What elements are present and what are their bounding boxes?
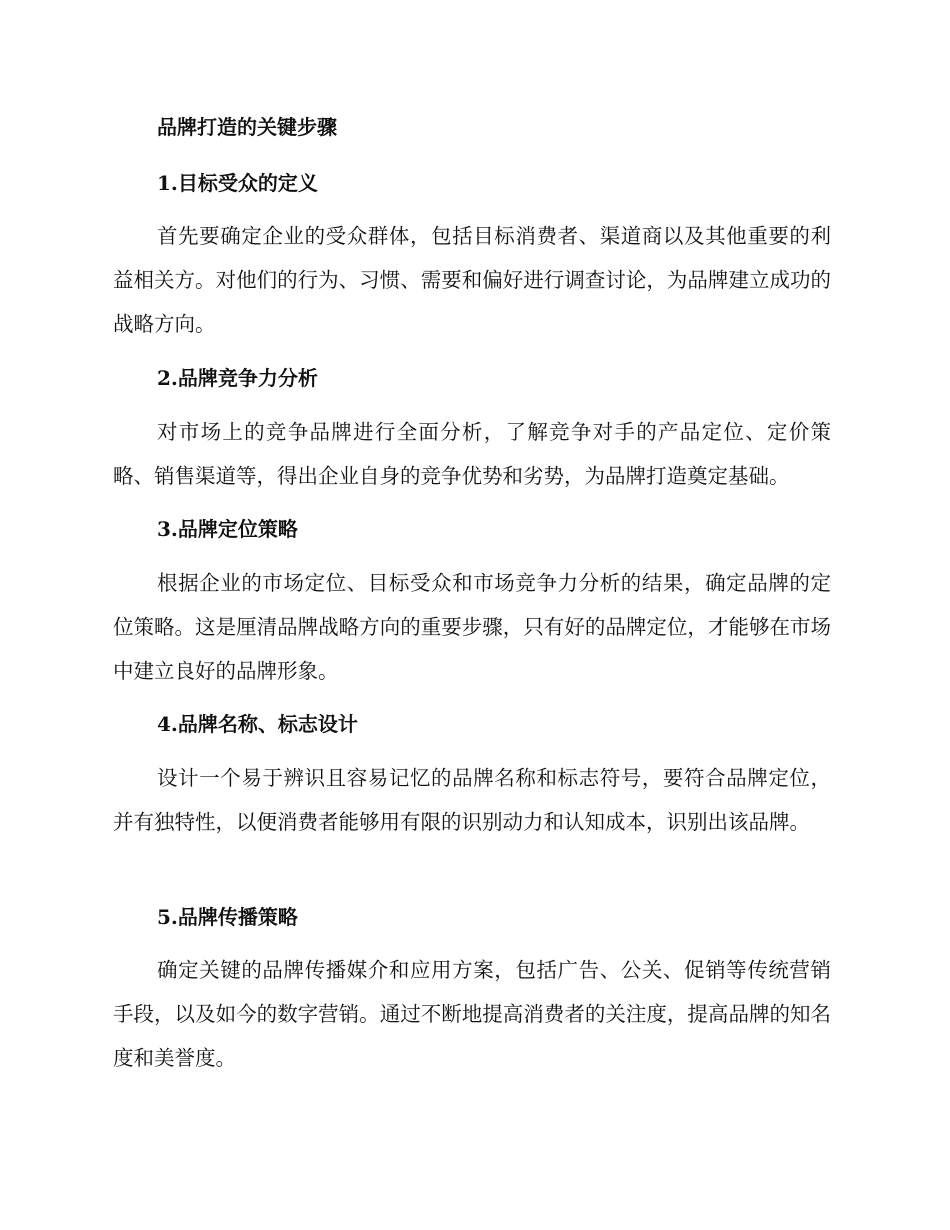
section-heading-positioning: 3.品牌定位策略 xyxy=(157,517,298,541)
document-title: 品牌打造的关键步骤 xyxy=(157,115,337,139)
section-body-target-audience: 首先要确定企业的受众群体，包括目标消费者、渠道商以及其他重要的利益相关方。对他们的行为、习惯、需要和偏好进行调查讨论，为品牌建立成功的战略方向。 xyxy=(113,224,831,336)
section-body-communication: 确定关键的品牌传播媒介和应用方案，包括广告、公关、促销等传统营销手段，以及如今的数字营销。通过不断地提高消费者的关注度，提高品牌的知名度和美誉度。 xyxy=(113,958,831,1070)
section-heading-name-logo: 4.品牌名称、标志设计 xyxy=(157,712,358,736)
section-heading-target-audience: 1.目标受众的定义 xyxy=(157,171,318,195)
section-body-name-logo: 设计一个易于辨识且容易记忆的品牌名称和标志符号，要符合品牌定位，并有独特性，以便消费者能够用有限的识别动力和认知成本，识别出该品牌。 xyxy=(113,766,831,834)
section-heading-communication: 5.品牌传播策略 xyxy=(157,905,298,929)
section-body-competitiveness: 对市场上的竞争品牌进行全面分析，了解竞争对手的产品定位、定价策略、销售渠道等，得出企业自身的竞争优势和劣势，为品牌打造奠定基础。 xyxy=(113,420,831,488)
section-body-positioning: 根据企业的市场定位、目标受众和市场竞争力分析的结果，确定品牌的定位策略。这是厘清品牌战略方向的重要步骤，只有好的品牌定位，才能够在市场中建立良好的品牌形象。 xyxy=(113,571,831,683)
section-heading-competitiveness: 2.品牌竞争力分析 xyxy=(157,366,318,390)
